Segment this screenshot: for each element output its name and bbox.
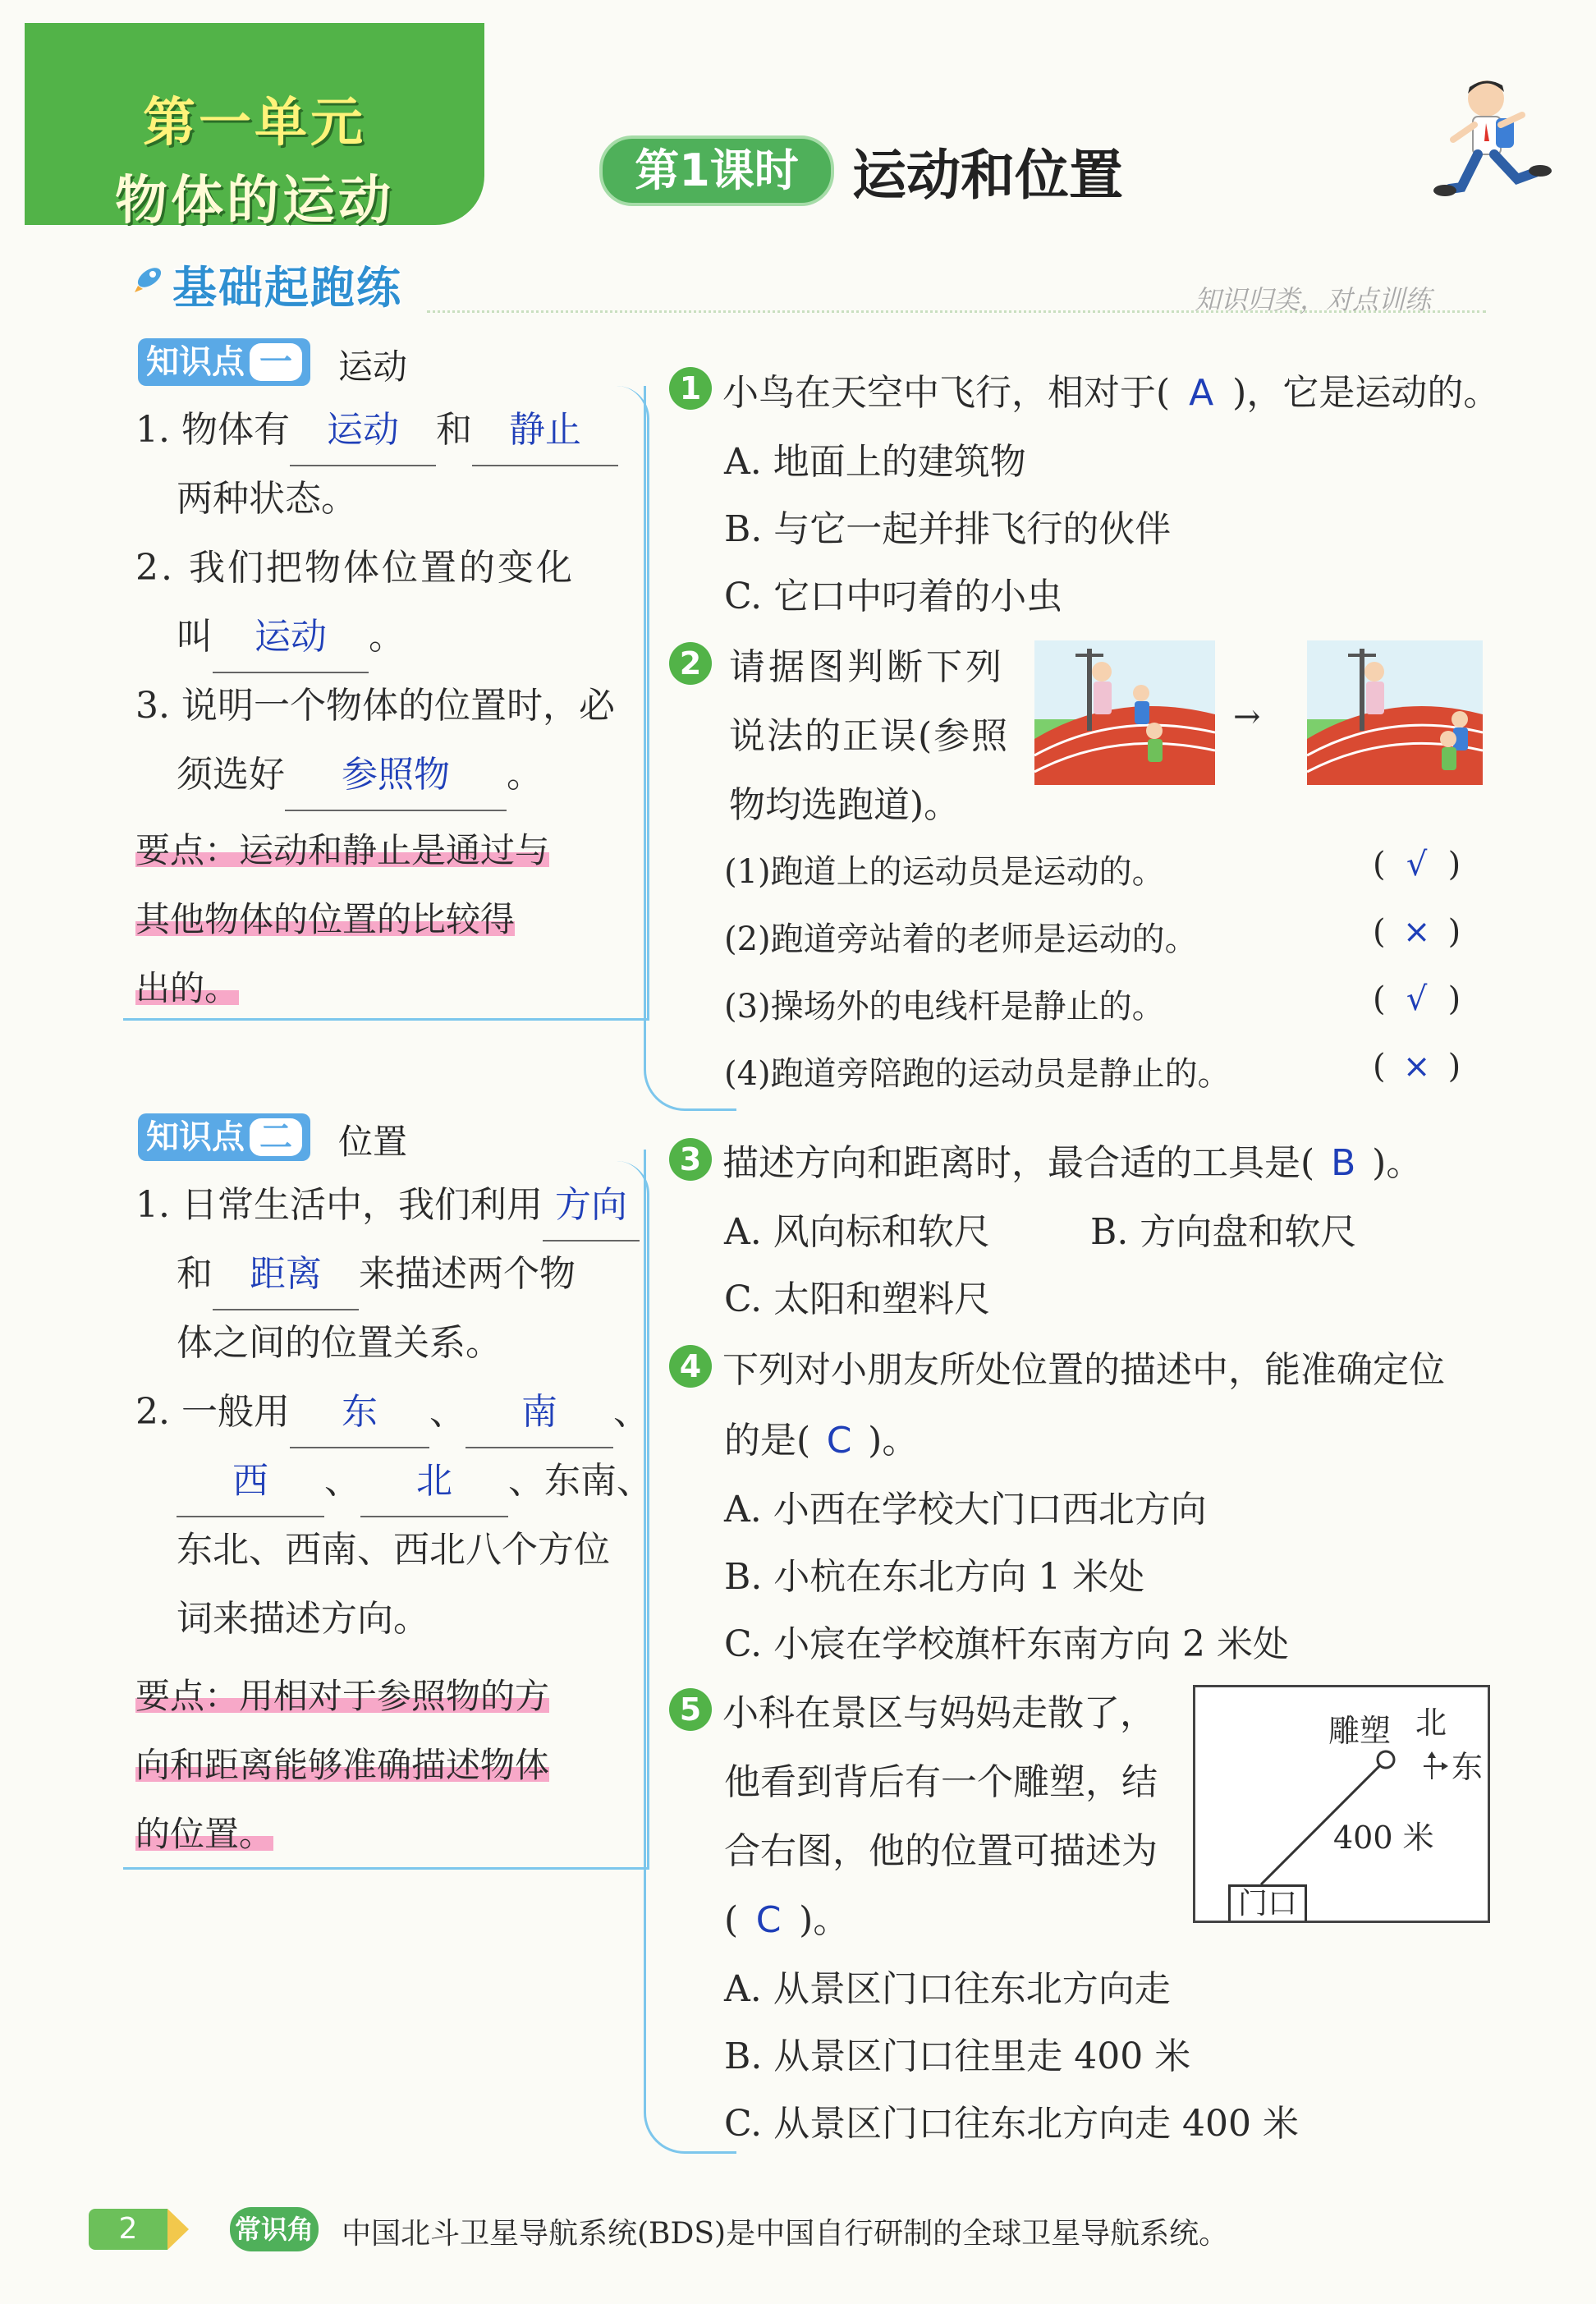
q4-option-b: B. 小杭在东北方向 1 米处 (724, 1556, 1145, 1598)
lesson-title: 运动和位置 (852, 144, 1123, 207)
answer-blank: 运动 (326, 409, 399, 451)
unit-label: 第一单元 (143, 93, 366, 154)
rocket-icon (133, 261, 166, 294)
q1-option-c: C. 它口中叼着的小虫 (724, 576, 1063, 617)
arrow-icon: → (1233, 698, 1261, 736)
q3-option-b: B. 方向盘和软尺 (1090, 1211, 1357, 1253)
knowledge-point-title-2: 位置 (338, 1122, 408, 1162)
q5-option-b: B. 从景区门口往里走 400 米 (724, 2036, 1191, 2077)
q2-judgement-2-mark: ( × ) (1373, 913, 1461, 951)
track-picture-after (1307, 640, 1483, 785)
answer-blank: 南 (521, 1391, 557, 1433)
q5-option-c: C. 从景区门口往东北方向走 400 米 (724, 2103, 1300, 2145)
questions-frame-1 (644, 386, 736, 1111)
q4-option-a: A. 小西在学校大门口西北方向 (724, 1489, 1207, 1531)
question-number-2: 2 (669, 642, 712, 685)
tip-badge: 常识角 (230, 2207, 319, 2251)
q1-stem: 小鸟在天空中飞行，相对于( A )，它是运动的。 (722, 372, 1500, 414)
answer-blank: 距离 (250, 1253, 322, 1295)
answer-blank: 北 (416, 1460, 452, 1502)
answer-choice: B (1331, 1142, 1356, 1184)
answer-blank: 方向 (554, 1184, 627, 1226)
q2-judgement-4-mark: ( × ) (1373, 1048, 1461, 1085)
kp2-item-2: 2. 一般用 东 、 南 、 (135, 1378, 649, 1448)
kp2-item-2-cont: 西 、 北 、东南、 (177, 1447, 653, 1517)
map-statue-label: 雕塑 (1328, 1713, 1392, 1749)
answer-choice: C (826, 1420, 852, 1462)
question-number-3: 3 (669, 1138, 712, 1181)
question-number-5: 5 (669, 1688, 712, 1731)
kp2-item-1-cont2: 体之间的位置关系。 (177, 1322, 502, 1364)
unit-title: 物体的运动 (115, 171, 394, 232)
scenic-map (1193, 1685, 1490, 1923)
q5-answer-line: ( C )。 (724, 1899, 850, 1941)
section-banner: 基础起跑练 (172, 262, 402, 314)
knowledge-point-tag-1 (138, 338, 310, 386)
question-number-1: 1 (669, 367, 712, 410)
answer-blank: 运动 (255, 616, 327, 658)
kp1-item-3: 3. 说明一个物体的位置时，必 (135, 685, 615, 727)
q2-judgement-2: (2)跑道旁站着的老师是运动的。 (724, 920, 1198, 958)
map-gate-label: 门口 (1228, 1884, 1307, 1921)
kp2-item-1: 1. 日常生活中，我们利用 方向 (135, 1171, 640, 1241)
q3-option-c: C. 太阳和塑料尺 (724, 1278, 991, 1320)
question-number-4: 4 (669, 1345, 712, 1388)
answer-choice: A (1189, 372, 1214, 414)
q1-option-b: B. 与它一起并排飞行的伙伴 (724, 508, 1172, 550)
q2-judgement-1: (1)跑道上的运动员是运动的。 (724, 853, 1165, 891)
answer-blank: 静止 (508, 409, 581, 451)
q5-stem-line1: 小科在景区与妈妈走散了， (722, 1692, 1156, 1734)
map-distance-label: 400 米 (1333, 1820, 1434, 1856)
kp2-item-2-cont3: 词来描述方向。 (177, 1598, 429, 1640)
knowledge-point-number: 二 (250, 1118, 302, 1156)
kp1-item-2: 2. 我们把物体位置的变化 (135, 547, 575, 589)
unit-tab (25, 23, 484, 232)
knowledge-point-tag-2 (138, 1113, 310, 1161)
knowledge-point-label: 知识点 (146, 1118, 245, 1156)
q2-judgement-3: (3)操场外的电线杆是静止的。 (724, 988, 1165, 1026)
questions-frame-2 (644, 1150, 736, 2154)
q2-judgement-3-mark: ( √ ) (1373, 980, 1461, 1018)
q2-stem-line3: 物均选跑道)。 (729, 784, 961, 826)
knowledge-point-number: 一 (250, 343, 302, 381)
knowledge-point-label: 知识点 (146, 343, 245, 381)
q3-stem: 描述方向和距离时，最合适的工具是( B )。 (722, 1142, 1423, 1184)
q4-option-c: C. 小宸在学校旗杆东南方向 2 米处 (724, 1623, 1290, 1665)
kp1-keypoint: 要点：运动和静止是通过与 其他物体的位置的比较得 出的。 (135, 830, 550, 1008)
answer-blank: 东 (341, 1391, 378, 1433)
section-subtitle: 知识归类，对点训练 (1195, 284, 1432, 315)
q3-option-a: A. 风向标和软尺 (724, 1211, 990, 1253)
pencil-icon (167, 2209, 189, 2250)
kp1-item-3-cont: 须选好 参照物 。 (177, 741, 543, 811)
knowledge-point-title-1: 运动 (338, 347, 408, 387)
q2-judgement-1-mark: ( √ ) (1373, 846, 1461, 884)
map-north-label: 北 (1415, 1705, 1447, 1741)
q5-stem-line3: 合右图，他的位置可描述为 (724, 1830, 1158, 1872)
tip-text: 中国北斗卫星导航系统(BDS)是中国自行研制的全球卫星导航系统。 (342, 2217, 1229, 2251)
kp1-item-1-cont: 两种状态。 (177, 478, 357, 520)
running-boy-illustration (1420, 74, 1560, 213)
q1-option-a: A. 地面上的建筑物 (724, 441, 1026, 483)
q5-stem-line2: 他看到背后有一个雕塑，结 (724, 1761, 1158, 1803)
lesson-badge: 第1课时 (599, 135, 834, 206)
kp2-item-2-cont2: 东北、西南、西北八个方位 (177, 1529, 610, 1571)
kp2-keypoint: 要点：用相对于参照物的方 向和距离能够准确描述物体 的位置。 (135, 1676, 550, 1854)
q5-option-a: A. 从景区门口往东北方向走 (724, 1968, 1171, 2010)
map-east-label: 东 (1452, 1749, 1484, 1785)
page-number: 2 (89, 2209, 167, 2250)
q2-judgement-4: (4)跑道旁陪跑的运动员是静止的。 (724, 1055, 1231, 1093)
track-picture-before (1034, 640, 1215, 785)
kp1-item-1: 1. 物体有 运动 和 静止 (135, 396, 628, 466)
q4-stem-line2: 的是( C )。 (724, 1420, 919, 1462)
answer-blank: 参照物 (342, 754, 450, 796)
answer-choice: C (755, 1899, 782, 1941)
q2-stem-line1: 请据图判断下列 (729, 646, 1005, 688)
kp2-item-1-cont: 和 距离 来描述两个物 (177, 1240, 576, 1310)
q4-stem-line1: 下列对小朋友所处位置的描述中，能准确定位 (722, 1349, 1445, 1391)
kp1-item-2-cont: 叫 运动 。 (177, 603, 405, 673)
q2-stem-line2: 说法的正误(参照 (729, 715, 1010, 757)
answer-blank: 西 (232, 1460, 268, 1502)
